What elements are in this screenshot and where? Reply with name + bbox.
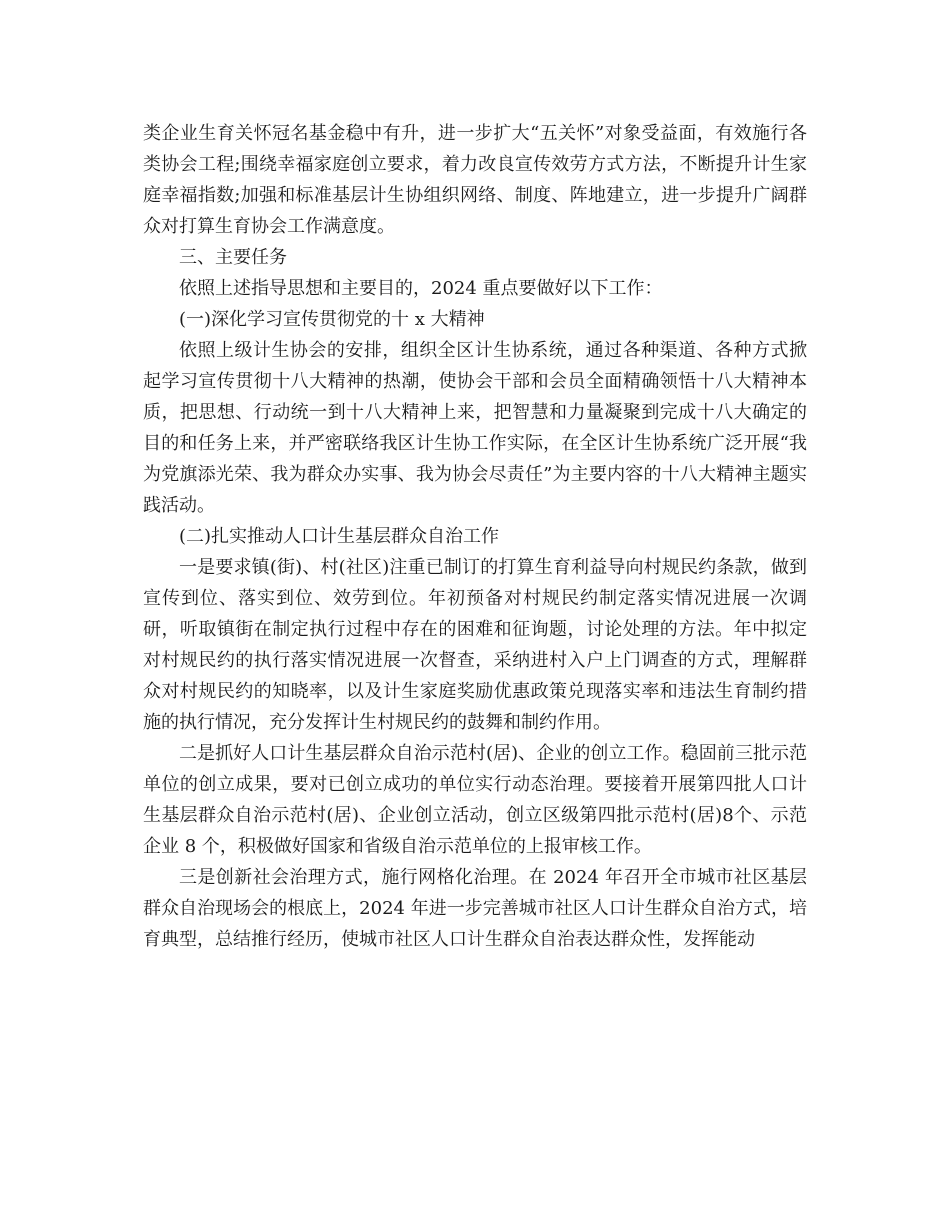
subsection-heading-1: (一)深化学习宣传贯彻党的十 x 大精神 xyxy=(179,309,485,330)
paragraph-continuation: 类企业生育关怀冠名基金稳中有升，进一步扩大“五关怀”对象受益面，有效施行各类协会工程;围绕幸福家庭创立要求，着力改良宣传效劳方式方法，不断提升计生家庭幸福指数;加强和标准基层计生协组织网络、制度、阵地建立，进一步提升广阔群众对打算生育协会工作满意度。 xyxy=(143,123,807,237)
paragraph-body: 二是抓好人口计生基层群众自治示范村(居)、企业的创立工作。稳固前三批示范单位的创立成果，要对已创立成功的单位实行动态治理。要接着开展第四批人口计生基层群众自治示范村(居)、企业创立活动，创立区级第四批示范村(居)8个、示范企业 8 个，积极做好国家和省级自治示范单位的上报审核工作。 xyxy=(143,743,807,857)
paragraph-body: 依照上级计生协会的安排，组织全区计生协系统，通过各种渠道、各种方式掀起学习宣传贯彻十八大精神的热潮，使协会干部和会员全面精确领悟十八大精神本质，把思想、行动统一到十八大精神上来，把智慧和力量凝聚到完成十八大确定的目的和任务上来，并严密联络我区计生协工作实际，在全区计生协系统广泛开展“我为党旗添光荣、我为群众办实事、我为协会尽责任”为主要内容的十八大精神主题实践活动。 xyxy=(143,340,807,516)
subsection-heading-2: (二)扎实推动人口计生基层群众自治工作 xyxy=(179,526,500,547)
paragraph-body: 三是创新社会治理方式，施行网格化治理。在 2024 年召开全市城市社区基层群众自治现场会的根底上，2024 年进一步完善城市社区人口计生群众自治方式，培育典型，总结推行经历，使城市社区人口计生群众自治表达群众性，发挥能动 xyxy=(143,867,807,950)
section-heading-main-tasks: 三、主要任务 xyxy=(179,247,287,268)
paragraph-body: 一是要求镇(街)、村(社区)注重已制订的打算生育利益导向村规民约条款，做到宣传到位、落实到位、效劳到位。年初预备对村规民约制定落实情况进展一次调研，听取镇街在制定执行过程中存在的困难和征询题，讨论处理的方法。年中拟定对村规民约的执行落实情况进展一次督查，采纳进村入户上门调查的方式，理解群众对村规民约的知晓率，以及计生家庭奖励优惠政策兑现落实率和违法生育制约措施的执行情况，充分发挥计生村规民约的鼓舞和制约作用。 xyxy=(143,557,807,733)
paragraph-intro: 依照上述指导思想和主要目的，2024 重点要做好以下工作： xyxy=(179,278,663,299)
document-body xyxy=(143,118,807,955)
